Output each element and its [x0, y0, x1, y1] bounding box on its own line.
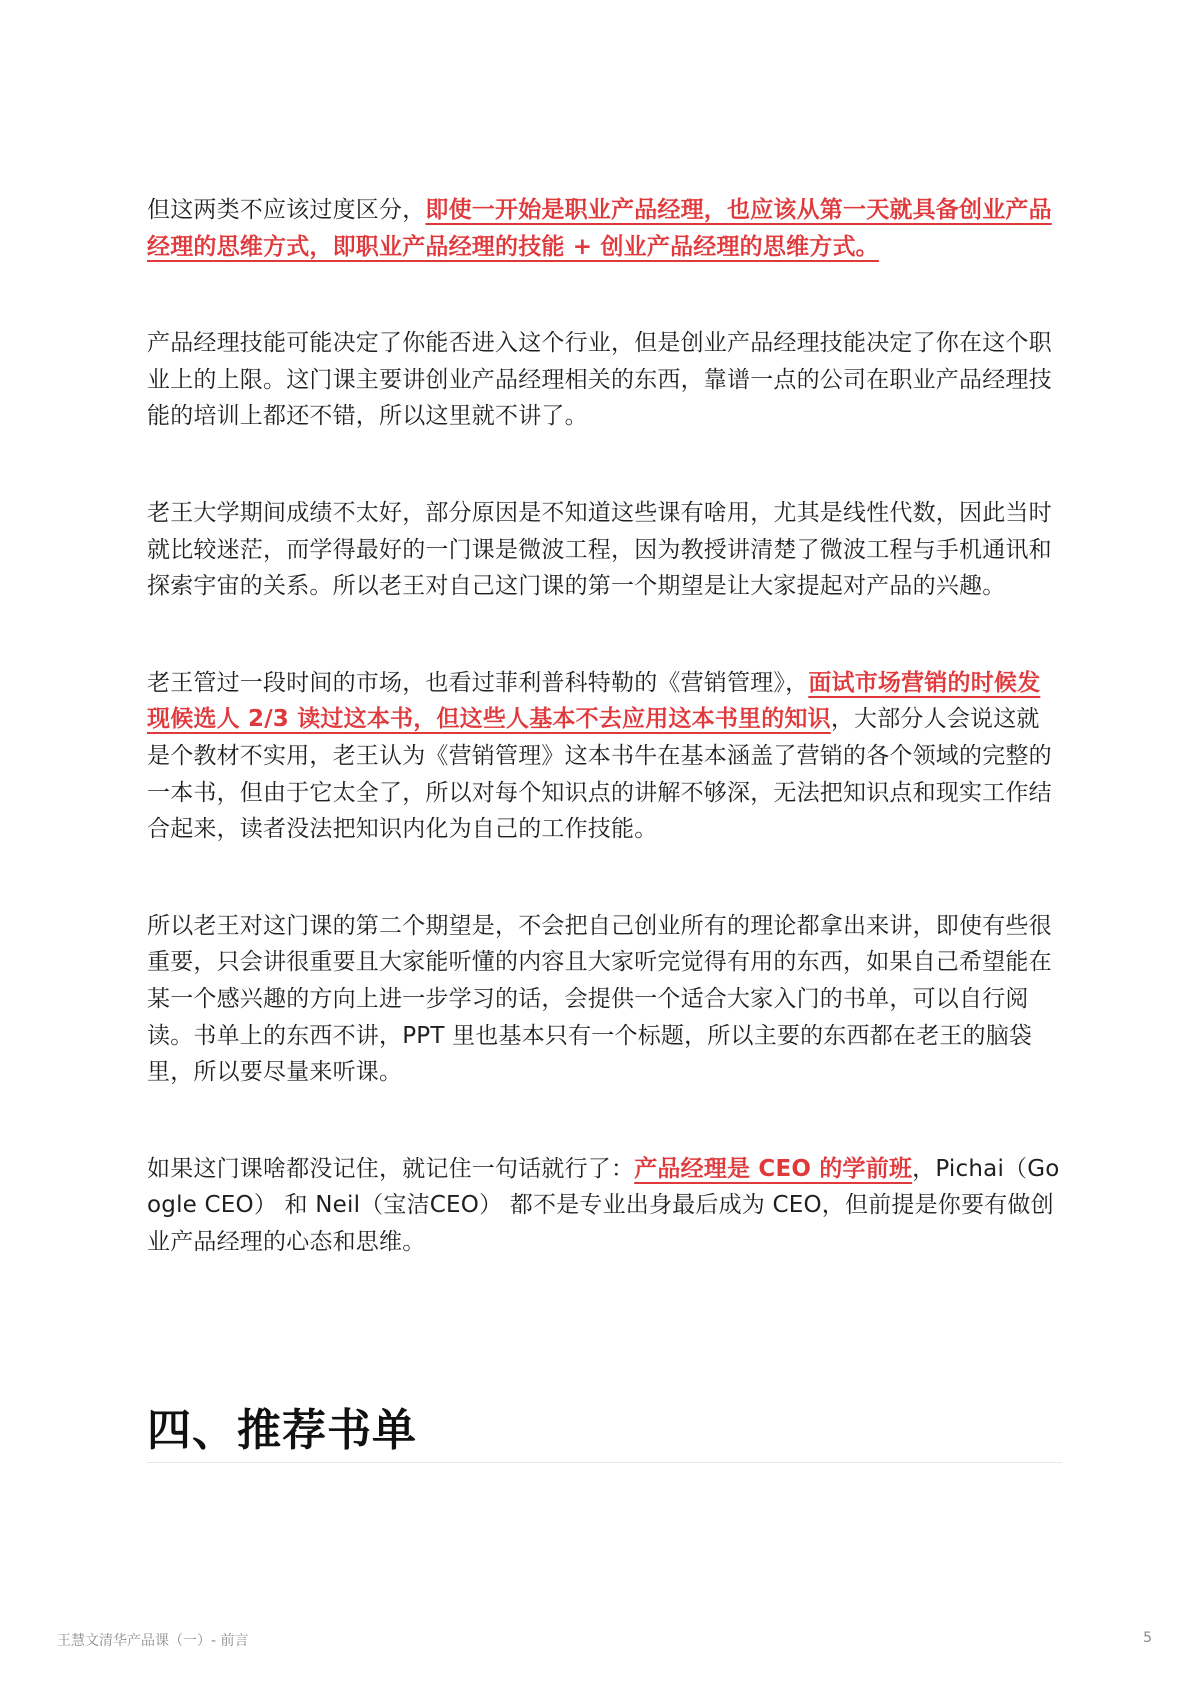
highlighted-text: 即使一开始是职业产品经理，也应该从第一天就具备创业产品经理的思维方式，即职业产品经理的技能 + 创业产品经理的思维方式。	[147, 197, 1052, 260]
paragraph-text: 如果这门课啥都没记住，就记住一句话就行了：	[147, 1155, 635, 1182]
paragraph-text: ，Pichai（Google CEO） 和 Neil（宝洁CEO） 都不是专业出身最后成为 CEO，但前提是你要有做创业产品经理的心态和思维。	[147, 1155, 1060, 1255]
paragraph-2	[147, 325, 1062, 435]
highlighted-text: 产品经理是 CEO 的学前班	[634, 1155, 913, 1182]
paragraph-4	[147, 665, 1062, 848]
paragraph-text: ，大部分人会说这就是个教材不实用，老王认为《营销管理》这本书牛在基本涵盖了营销的各个领域的完整的一本书，但由于它太全了，所以对每个知识点的讲解不够深，无法把知识点和现实工作结合起来，读者没法把知识内化为自己的工作技能。	[147, 706, 1052, 843]
paragraph-3	[147, 495, 1062, 605]
heading-divider	[147, 1462, 1062, 1463]
document-body	[147, 192, 1062, 1260]
paragraph-1	[147, 192, 1062, 265]
paragraph-text: 所以老王对这门课的第二个期望是，不会把自己创业所有的理论都拿出来讲，即使有些很重要，只会讲很重要且大家能听懂的内容且大家听完觉得有用的东西，如果自己希望能在某一个感兴趣的方向上进一步学习的话，会提供一个适合大家入门的书单，可以自行阅读。书单上的东西不讲，PPT 里也基本只有一个标题，所以主要的东西都在老王的脑袋里，所以要尽量来听课。	[147, 912, 1052, 1086]
paragraph-5	[147, 908, 1062, 1091]
highlighted-text: 面试市场营销的时候发现候选人 2/3 读过这本书，但这些人基本不去应用这本书里的知识	[147, 669, 1041, 733]
paragraph-text: 老王管过一段时间的市场，也看过菲利普科特勒的《营销管理》，	[147, 669, 809, 696]
paragraph-text: 老王大学期间成绩不太好，部分原因是不知道这些课有啥用，尤其是线性代数，因此当时就比较迷茫，而学得最好的一门课是微波工程，因为教授讲清楚了微波工程与手机通讯和探索宇宙的关系。所以老王对自己这门课的第一个期望是让大家提起对产品的兴趣。	[147, 499, 1052, 600]
footer-document-title: 王慧文清华产品课（一）- 前言	[57, 1633, 249, 1649]
paragraph-6	[147, 1151, 1062, 1261]
paragraph-text: 但这两类不应该过度区分，	[147, 197, 426, 223]
section-heading: 四、推荐书单	[147, 1405, 417, 1456]
page-number: 5	[1143, 1630, 1152, 1646]
paragraph-text: 产品经理技能可能决定了你能否进入这个行业，但是创业产品经理技能决定了你在这个职业上的上限。这门课主要讲创业产品经理相关的东西，靠谱一点的公司在职业产品经理技能的培训上都还不错，所以这里就不讲了。	[147, 330, 1052, 430]
